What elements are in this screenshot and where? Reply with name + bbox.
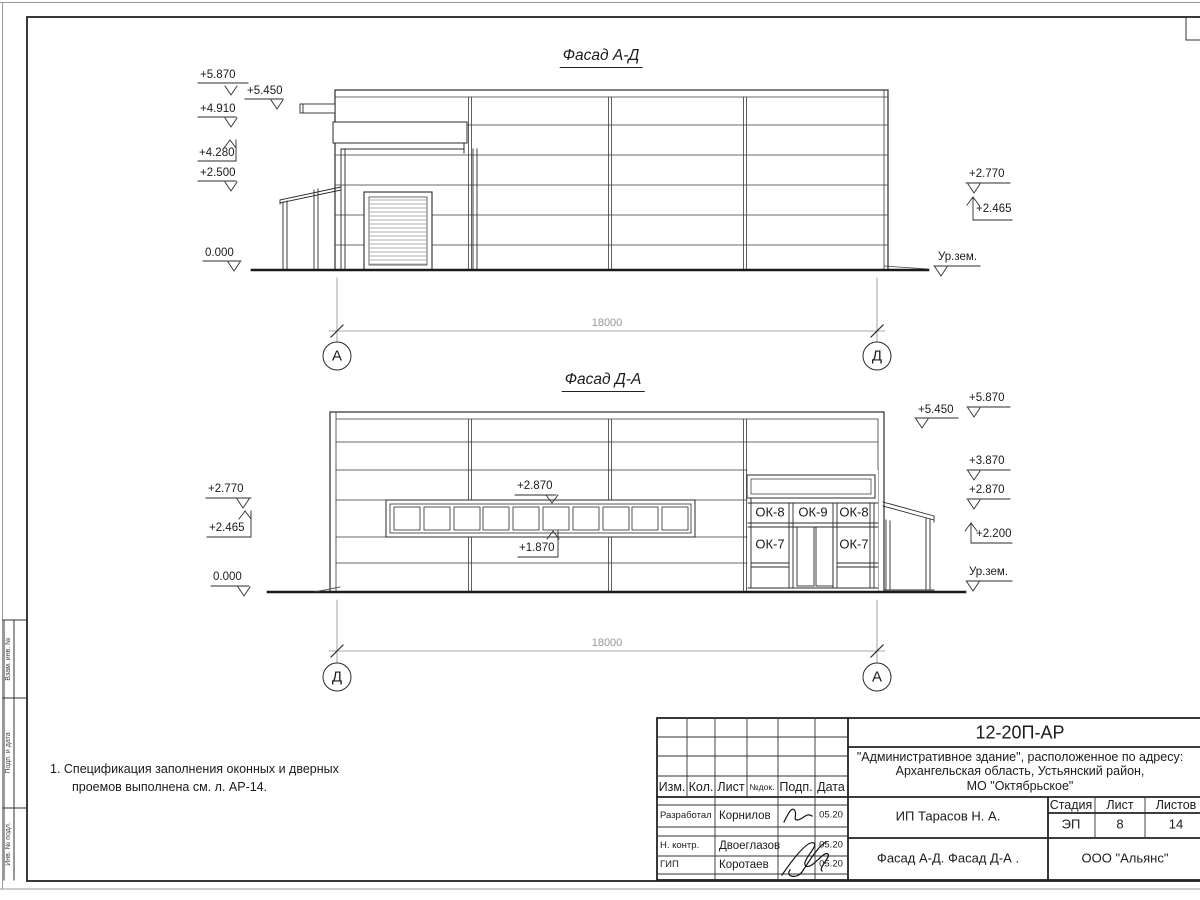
elevation-mark: +3.870 — [969, 455, 1005, 467]
project-line-3: МО "Октябрьское" — [966, 779, 1074, 793]
row-role: ГИП — [660, 859, 679, 870]
sheet-label: Лист — [1106, 797, 1134, 812]
ground-level-label: Ур.зем. — [969, 566, 1009, 578]
row-name: Двоеглазов — [719, 840, 781, 852]
elevation-mark: +5.450 — [247, 85, 283, 97]
elevation-mark: +4.910 — [200, 103, 236, 115]
company-name: ООО "Альянс" — [1081, 850, 1169, 866]
window-label-ok7: ОК-7 — [839, 536, 869, 552]
col-ndok: №док. — [749, 782, 775, 793]
elevation-mark: +5.450 — [918, 404, 954, 416]
ground-level-label: Ур.зем. — [938, 251, 978, 263]
window-label-ok9: ОК-9 — [798, 504, 828, 520]
elevation-mark: +1.870 — [519, 542, 555, 554]
facade-da-title: Фасад Д-А — [562, 371, 645, 392]
elevation-mark: +2.870 — [517, 480, 553, 492]
row-role: Н. контр. — [660, 840, 700, 851]
col-kol: Кол. — [688, 779, 714, 794]
row-date: 05.20 — [819, 839, 843, 851]
elevation-mark: 0.000 — [205, 247, 234, 259]
sheets-label: Листов — [1155, 797, 1197, 812]
axis-bubble-d: Д — [331, 668, 343, 686]
frame-label-podp: Подп. и дата — [4, 732, 12, 774]
row-role: Разработал — [660, 810, 712, 821]
frame-label-inv: Инв. № подл. — [4, 822, 12, 866]
doc-number: 12-20П-АР — [975, 722, 1065, 743]
axis-bubble-d: Д — [871, 347, 883, 365]
col-izm: Изм. — [658, 779, 686, 794]
dimension-value: 18000 — [591, 317, 623, 329]
window-label-ok8: ОК-8 — [839, 504, 869, 520]
window-label-ok8: ОК-8 — [755, 504, 785, 520]
elevation-mark: 0.000 — [213, 571, 242, 583]
frame-label-vzam: Взам. инв. № — [4, 637, 12, 681]
elevation-mark: +5.870 — [969, 392, 1005, 404]
elevation-mark: +2.770 — [969, 168, 1005, 180]
client-name: ИП Тарасов Н. А. — [895, 808, 1001, 824]
row-name: Корнилов — [719, 810, 771, 822]
elevation-mark: +2.465 — [976, 203, 1012, 215]
project-line-1: "Административное здание", расположенное по адресу: — [856, 750, 1184, 764]
dimension-value: 18000 — [591, 637, 623, 649]
elevation-mark: +2.500 — [200, 167, 236, 179]
stage-value: ЭП — [1061, 816, 1081, 832]
elevation-mark: +2.200 — [976, 528, 1012, 540]
note-line-2: проемов выполнена см. л. АР-14. — [72, 780, 268, 794]
elevation-mark: +2.770 — [208, 483, 244, 495]
sheet-value: 8 — [1116, 816, 1124, 832]
facade-ad-title: Фасад А-Д — [560, 47, 643, 68]
elevation-mark: +2.870 — [969, 484, 1005, 496]
note-line-1: 1. Спецификация заполнения оконных и дверных — [50, 762, 339, 776]
row-name: Коротаев — [719, 859, 769, 871]
axis-bubble-a: А — [331, 347, 343, 365]
col-list: Лист — [717, 779, 745, 794]
sheets-value: 14 — [1168, 816, 1184, 832]
row-date: 05.20 — [819, 809, 843, 821]
axis-bubble-a: А — [871, 668, 883, 686]
stage-label: Стадия — [1049, 797, 1093, 812]
col-data: Дата — [817, 779, 845, 794]
col-podp: Подп. — [779, 779, 813, 794]
row-date: 05.20 — [819, 858, 843, 870]
drawing-title: Фасад А-Д. Фасад Д-А . — [876, 850, 1020, 866]
project-line-2: Архангельская область, Устьянский район, — [895, 764, 1145, 778]
elevation-mark: +5.870 — [200, 69, 236, 81]
elevation-mark: +4.280 — [199, 147, 235, 159]
window-label-ok7: ОК-7 — [755, 536, 785, 552]
elevation-mark: +2.465 — [209, 522, 245, 534]
